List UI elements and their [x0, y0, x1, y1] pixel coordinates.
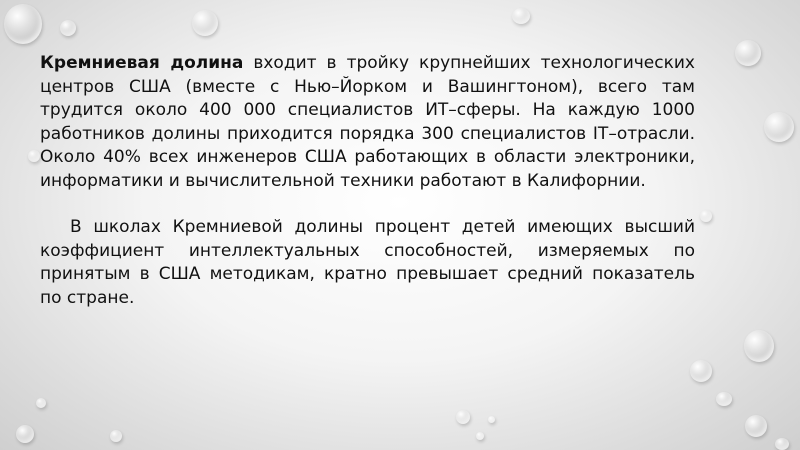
slide-body-text: [40, 52, 695, 310]
water-drop-decoration: [745, 415, 767, 437]
paragraph-silicon-valley-stats: [40, 52, 695, 193]
paragraph-text: входит в тройку крупнейших технологических центров США (вместе с Нью–Йорком и Вашингтоном), всего там трудится около 400 000 специалистов ИТ–сферы. На каждую 1000 работников долины приходится порядка 300 специалистов IT–отрасли. Около 40% всех инженеров США работающих в области электроники, информатики и вычислительной техники работают в Калифорнии.: [40, 53, 695, 191]
water-drop-decoration: [512, 8, 530, 24]
water-drop-decoration: [775, 438, 789, 450]
water-drop-decoration: [4, 4, 42, 44]
water-drop-decoration: [716, 392, 732, 406]
paragraph-text: В школах Кремниевой долины процент детей имеющих высший коэффициент интеллектуальных способностей, измеряемых по принятым в США методикам, кратно превышает средний показатель по стране.: [40, 217, 695, 308]
water-drop-decoration: [744, 330, 774, 362]
water-drop-decoration: [735, 40, 761, 66]
water-drop-decoration: [16, 425, 34, 443]
bold-lead-term: Кремниевая долина: [40, 53, 244, 73]
paragraph-schools-iq: [40, 216, 695, 310]
water-drop-decoration: [488, 416, 495, 423]
water-drop-decoration: [192, 10, 218, 36]
water-drop-decoration: [690, 360, 712, 382]
water-drop-decoration: [476, 432, 484, 440]
water-drop-decoration: [110, 430, 122, 442]
water-drop-decoration: [60, 20, 76, 36]
water-drop-decoration: [28, 150, 40, 162]
water-drop-decoration: [700, 210, 712, 222]
water-drop-decoration: [764, 112, 794, 142]
water-drop-decoration: [456, 410, 470, 424]
water-drop-decoration: [36, 398, 46, 408]
